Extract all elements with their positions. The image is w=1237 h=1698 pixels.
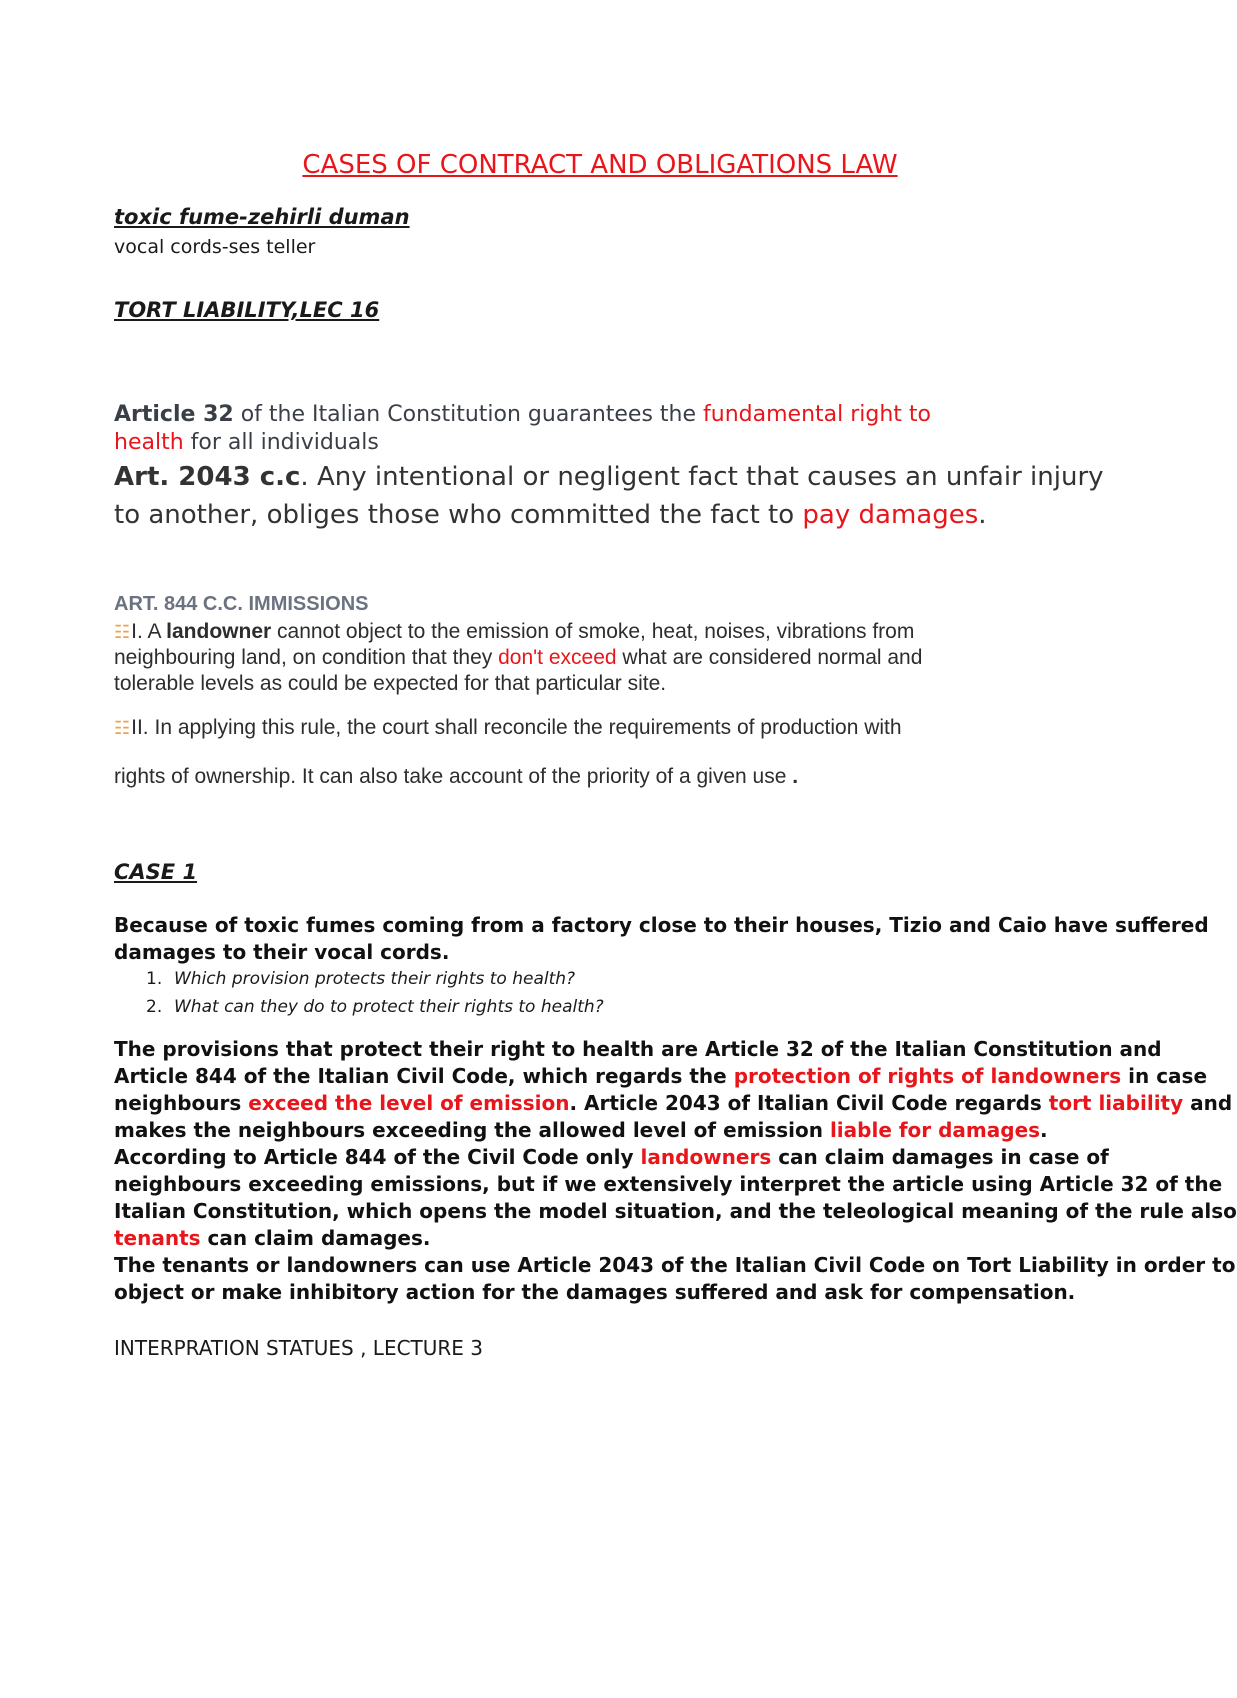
answer-text: of the Italian Constitution and <box>813 1037 1162 1061</box>
art844-p1-d: what are considered normal and <box>616 646 923 669</box>
article32-text-2: for all individuals <box>183 430 379 455</box>
answer-red: liable for damages <box>829 1118 1041 1142</box>
answer-bold: Article 32 <box>1039 1172 1149 1196</box>
art844-p2-end: . <box>786 765 799 788</box>
answer-text: of the Italian Civil Code on Tort Liability in order to <box>654 1253 1236 1277</box>
article32-red-2: health <box>114 430 184 455</box>
article32-red-1: fundamental right to <box>703 402 932 427</box>
case1-answer-line-5 <box>114 1145 1109 1169</box>
article2043-text-2: to another, obliges those who committed the fact to <box>114 500 803 530</box>
answer-text: can claim damages in case of <box>771 1145 1109 1169</box>
case1-answer-line-9 <box>114 1253 1235 1277</box>
art844-dont-exceed: don't exceed <box>498 646 617 669</box>
answer-text: The provisions that protect their right to health are <box>114 1037 705 1061</box>
grid-glyph-icon: ☷ <box>114 622 131 642</box>
answer-red: protection of rights of landowners <box>733 1064 1122 1088</box>
answer-text: in case <box>1121 1064 1208 1088</box>
case1-question-1 <box>146 969 575 989</box>
case1-answer-line-2 <box>114 1064 1207 1088</box>
answer-text: The tenants or landowners can use <box>114 1253 518 1277</box>
article32-lead: Article 32 <box>114 402 234 427</box>
case1-answer-line-4 <box>114 1118 1048 1142</box>
answer-text: neighbours exceeding emissions, but if we extensively interpret the article using <box>114 1172 1040 1196</box>
art844-p1-line-3: tolerable levels as could be expected for that particular site. <box>114 672 667 695</box>
answer-text: and <box>1183 1091 1233 1115</box>
case1-intro-line-1: Because of toxic fumes coming from a factory close to their houses, Tizio and Caio have suffered <box>114 913 1209 937</box>
article32-line-1 <box>114 402 931 427</box>
vocab-line-2: vocal cords-ses teller <box>114 236 316 258</box>
answer-text: of the <box>1148 1172 1223 1196</box>
article2043-lead: Art. 2043 c.c <box>114 462 301 492</box>
art844-p2-line-1 <box>114 716 902 740</box>
article2043-line-1 <box>114 462 1104 492</box>
answer-text: . <box>569 1091 585 1115</box>
answer-text: neighbours <box>114 1091 249 1115</box>
answer-red: exceed the level of emission <box>248 1091 570 1115</box>
case1-intro-line-2: damages to their vocal cords. <box>114 940 450 964</box>
section-tort-heading: TORT LIABILITY,LEC 16 <box>114 298 380 322</box>
art844-landowner: landowner <box>166 620 272 643</box>
answer-text: According to Article 844 of the Civil Code only <box>114 1145 641 1169</box>
article32-text: of the Italian Constitution guarantees the <box>233 402 704 427</box>
article2043-line-2 <box>114 500 987 530</box>
art844-p1-line-2 <box>114 646 922 670</box>
question-number: 2. <box>146 997 163 1017</box>
article2043-end: . <box>978 500 987 530</box>
article2043-text-1: . Any intentional or negligent fact that causes an unfair injury <box>300 462 1104 492</box>
question-text: Which provision protects their rights to health? <box>174 969 576 989</box>
footer-line: INTERPRATION STATUES , LECTURE 3 <box>114 1336 484 1360</box>
answer-bold: Article 2043 <box>584 1091 721 1115</box>
art844-p2-a: II. In applying this rule, the court shall reconcile the requirements of production with <box>131 716 902 739</box>
answer-red: tenants <box>114 1226 201 1250</box>
answer-bold: Article 844 <box>114 1064 237 1088</box>
art844-p1-a: I. A <box>131 620 167 643</box>
article2043-red: pay damages <box>802 500 979 530</box>
answer-text: makes the neighbours exceeding the allowed level of emission <box>114 1118 830 1142</box>
case1-heading: CASE 1 <box>114 860 198 884</box>
case1-answer-line-1 <box>114 1037 1162 1061</box>
case1-answer-line-3 <box>114 1091 1232 1115</box>
case1-question-2 <box>146 997 604 1017</box>
case1-answer-line-7: Italian Constitution, which opens the model situation, and the teleological meaning of the rule also <box>114 1199 1237 1223</box>
answer-text: of Italian Civil Code regards <box>720 1091 1049 1115</box>
question-number: 1. <box>146 969 163 989</box>
art844-p1-b: cannot object to the emission of smoke, heat, noises, vibrations from <box>271 620 915 643</box>
case1-answer-line-10: object or make inhibitory action for the damages suffered and ask for compensation. <box>114 1280 1076 1304</box>
art844-p2-b: rights of ownership. It can also take account of the priority of a given use <box>114 765 787 788</box>
art844-p1-line-1 <box>114 620 914 644</box>
document-title: CASES OF CONTRACT AND OBLIGATIONS LAW <box>302 150 898 180</box>
answer-text: can claim damages. <box>200 1226 431 1250</box>
answer-bold: Article 32 <box>704 1037 814 1061</box>
case1-answer-line-6 <box>114 1172 1222 1196</box>
article32-line-2 <box>114 430 379 455</box>
art844-p1-c: neighbouring land, on condition that they <box>114 646 499 669</box>
question-text: What can they do to protect their rights to health? <box>174 997 604 1017</box>
case1-answer-line-8 <box>114 1226 430 1250</box>
art844-heading: ART. 844 C.C. IMMISSIONS <box>114 593 369 615</box>
answer-text: . <box>1040 1118 1048 1142</box>
answer-red: tort liability <box>1048 1091 1184 1115</box>
vocab-line-1: toxic fume-zehirli duman <box>114 205 410 229</box>
answer-red: landowners <box>640 1145 772 1169</box>
grid-glyph-icon: ☷ <box>114 718 131 738</box>
art844-p2-line-2 <box>114 765 798 789</box>
answer-bold: Article 2043 <box>517 1253 655 1277</box>
answer-text: of the Italian Civil Code, which regards the <box>236 1064 734 1088</box>
